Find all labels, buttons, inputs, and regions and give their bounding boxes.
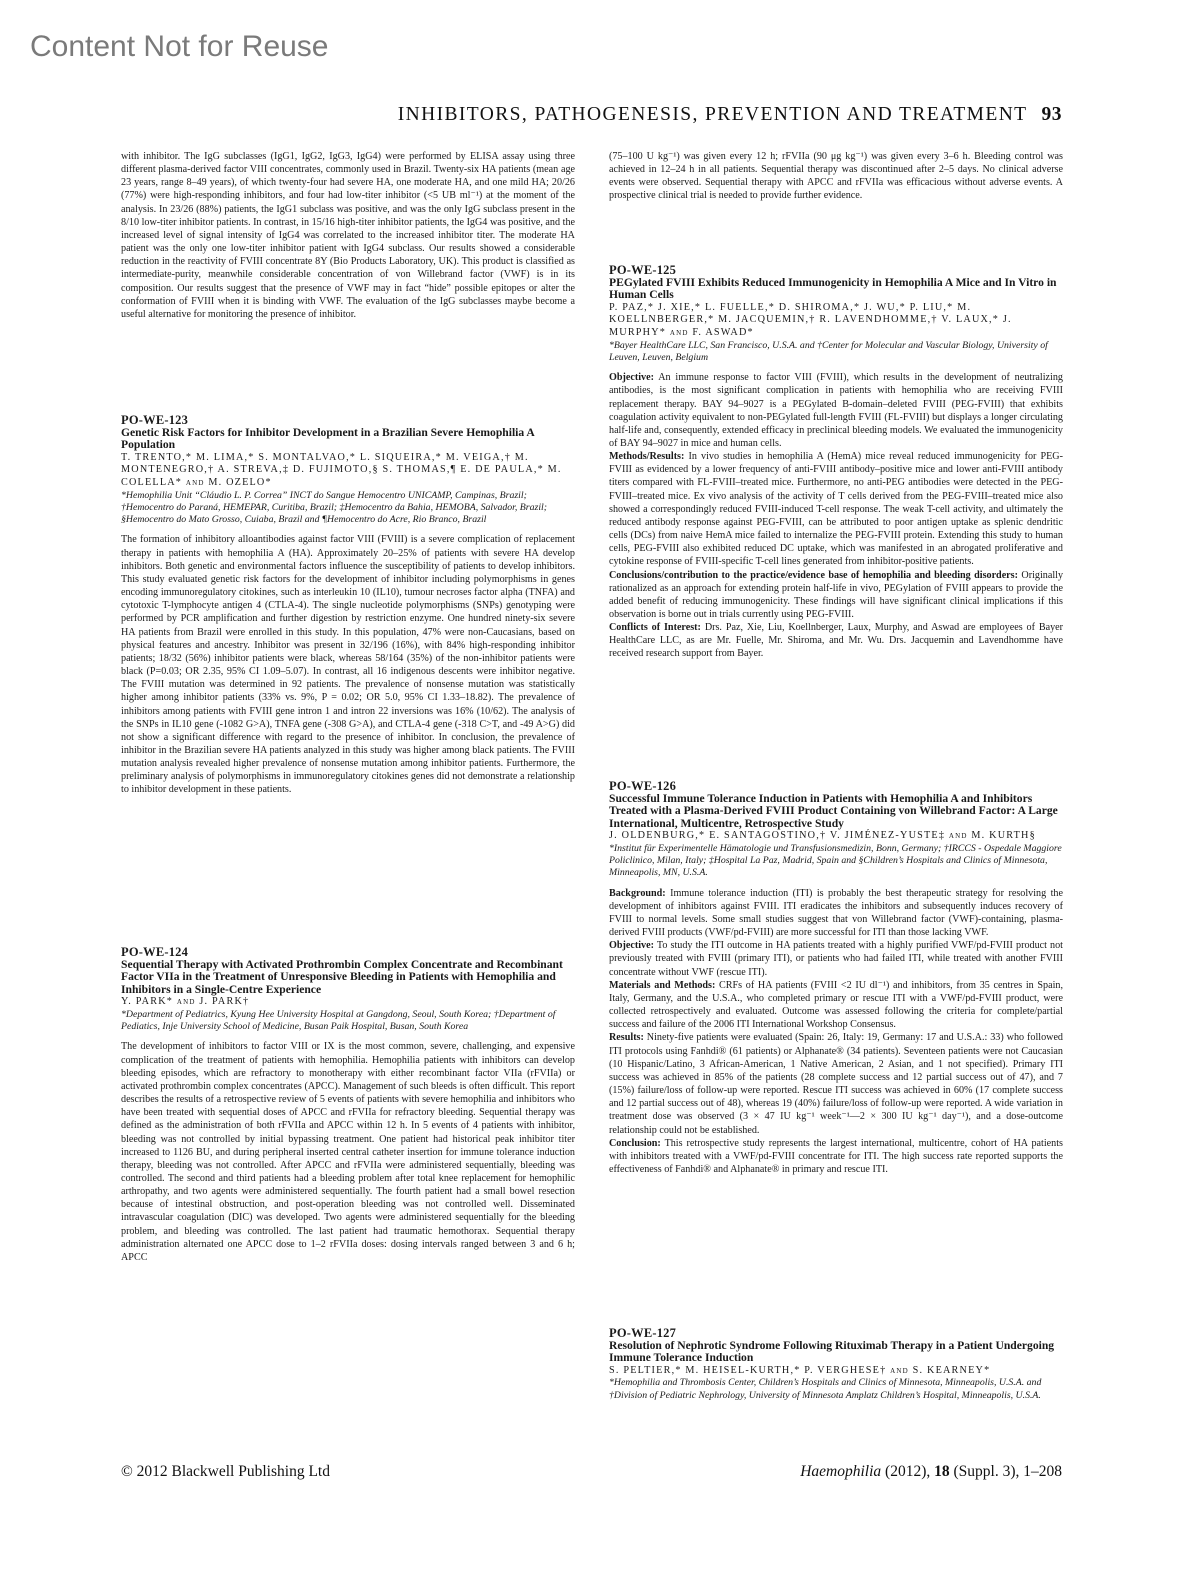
page-number: 93 <box>1041 104 1062 125</box>
abstract-id: PO-WE-127 <box>609 1326 677 1340</box>
abstract-section: Conclusion: This retrospective study represents the largest international, multicentre, cohort of HA patients with inhibitors treated with a VWF/pd-FVIII concentrate for ITI. The high success rate reported supports the effectiveness of Fanhdi® and Alphanate® in primary and rescue ITI. <box>609 1137 1063 1175</box>
abstract-title: Genetic Risk Factors for Inhibitor Development in a Brazilian Severe Hemophilia A Population <box>121 426 535 452</box>
abstract-affiliation: *Hemophilia Unit “Cláudio L. P. Correa” INCT do Sangue Hemocentro UNICAMP, Campinas, Brazil; †Hemocentro do Paraná, HEMEPAR, Curitiba, Brazil; ‡Hemocentro da Bahia, HEMOBA, Salvador, Brazil; §Hemocentro do Mato Grosso, Cuiaba, Brazil and ¶Hemocentro do Acre, Rio Branco, Brazil <box>121 489 548 526</box>
abstract-id: PO-WE-123 <box>121 413 189 427</box>
abstract-title: Successful Immune Tolerance Induction in Patients with Hemophilia A and Inhibitors Treated with a Plasma-Derived FVIII Product Containing von Willebrand Factor: A Large International, Multicentre, Retrospective Study <box>609 792 1058 830</box>
abstract-authors: S. PELTIER,* M. HEISEL-KURTH,* P. VERGHESE† and S. KEARNEY* <box>609 1364 991 1376</box>
abstract-section: Objective: An immune response to factor VIII (FVIII), which results in the development of neutralizing antibodies, is the most significant complication in patients with hemophilia who are receiving FVIII replacement therapy. BAY 94–9027 is a PEGylated B-domain–deleted FVIII (PEG-FVIII) that exhibits coagulation activity equivalent to non-PEGylated full-length FVIII (FL-FVIII) but displays a longer circulating half-life and, consequently, extended efficacy in preclinical bleeding models. We evaluated the immunogenicity of BAY 94–9027 in mice and human cells. <box>609 372 1063 449</box>
abstract-section: Materials and Methods: CRFs of HA patients (FVIII <2 IU dl⁻¹) and inhibitors, from 35 centres in Spain, Italy, Germany, and the U.S.A., who completed primary or rescue ITI with a VWF/pd-FVIII product, were collected retrospectively and evaluated. Outcome was assessed following the criteria for complete/partial success and failure of the 2006 ITI International Workshop Consensus. <box>609 979 1063 1031</box>
abstract-body: The development of inhibitors to factor VIII or IX is the most common, severe, challenging, and expensive complication of the treatment of patients with hemophilia. Hemophilia patients with inhibitors can develop bleeding episodes, which are refractory to monotherapy with either recombinant factor VIIa (rFVIIa) or activated prothrombin complex concentrates (APCC). Management of such bleeds is often difficult. This report describes the results of a retrospective review of 5 events of patients with severe hemophilia and inhibitors who have been treated with sequential doses of APCC and rFVIIa for refractory bleeding. Sequential therapy was defined as the administration of both rFVIIa and APCC within 12 h. In 5 events of 4 patients with inhibitor, bleeding was not controlled by initial bypassing treatment. One patient had historical peak inhibitor titer increased to 1126 BU, and during peripheral inserted central catheter insertion for immune tolerance induction therapy, bleeding was not controlled. After APCC and rFVIIa were administered sequentially, bleeding was controlled. The second and third patients had a bleeding problem after total knee replacement for hemophilic arthropathy, and two agents were administered sequentially. The fourth patient had a small bowel resection because of intestinal obstruction, and post-operation bleeding was not controlled well. Disseminated intravascular coagulation (DIC) was developed. Two agents were administered sequentially for the bleeding problem, and bleeding was controlled. The last patient had traumatic hemothorax. Sequential therapy administration alternated one APCC dose to 1–2 rFVIIa doses: dosing intervals ranged between 3 and 6 h; APCC <box>121 1041 575 1263</box>
abstract-authors: J. OLDENBURG,* E. SANTAGOSTINO,† V. JIMÉNEZ-YUSTE‡ and M. KURTH§ <box>609 830 1036 842</box>
abstract-section: Objective: To study the ITI outcome in HA patients treated with a highly purified VWF/pd-FVIII product not previously treated with FVIII (primary ITI), or patients who had failed ITI, while treated with another FVIII concentrate without VWF (rescue ITI). <box>609 940 1063 978</box>
abstract-section: Methods/Results: In vivo studies in hemophilia A (HemA) mice reveal reduced immunogenicity for PEG-FVIII as evidenced by a lower frequency of anti-FVIII antibody–positive mice and lower anti-FVIII antibody titers compared with FL-FVIII–treated mice. Furthermore, no anti-PEG antibodies were detected in the PEG-FVIII–treated mice. Ex vivo analysis of the activity of T cells derived from the PEG-FVIII–treated mice also showed a correspondingly reduced FVIII-induced T-cell response. The weak T-cell activity, and ultimately the reduced antibody response against PEG-FVIII, can be attributed to poor antigen uptake as splenic dendritic cells (DCs) from naive HemA mice failed to internalize the PEG-FVIII protein. Extending this study to human cells, PEG-FVIII also exhibited reduced DC uptake, which was manifested in an abrogated proliferative and cytokine response of FVIII-specific T-cell lines generated from inhibitor-positive patients. <box>609 451 1063 568</box>
footer-citation: Haemophilia (2012), 18 (Suppl. 3), 1–208 <box>800 1463 1062 1480</box>
running-head <box>398 104 1062 126</box>
abstract-affiliation: *Department of Pediatrics, Kyung Hee University Hospital at Gangdong, Seoul, South Korea; †Department of Pediatics, Inje University School of Medicine, Busan Paik Hospital, Busan, South Korea <box>121 1008 556 1033</box>
abstract-po-we-125 <box>609 263 1063 661</box>
abstract-po-we-123 <box>121 413 575 797</box>
abstract-title: Sequential Therapy with Activated Prothrombin Complex Concentrate and Recombinant Factor VIIa in the Treatment of Unresponsive Bleeding in Patients with Hemophilia and Inhibitors in a Single-Centre Experience <box>121 958 563 996</box>
abstract-title: PEGylated FVIII Exhibits Reduced Immunogenicity in Hemophilia A Mice and In Vitro in Human Cells <box>609 276 1057 302</box>
abstract-po-we-124 <box>121 945 575 1264</box>
watermark: Content Not for Reuse <box>30 30 329 63</box>
abstract-authors: P. PAZ,* J. XIE,* L. FUELLE,* D. SHIROMA,* J. WU,* P. LIU,* M. KOELLNBERGER,* M. JACQUEMIN,† R. LAVENDHOMME,† V. LAUX,* J. MURPHY* and F. ASWAD* <box>609 301 1012 338</box>
abstract-po-we-126 <box>609 779 1063 1176</box>
abstract-section: Background: Immune tolerance induction (ITI) is probably the best therapeutic strategy for resolving the development of inhibitors against FVIII. ITI eradicates the inhibitors and subsequently induces recovery of FVIII to normal levels. Some small studies suggest that von Willebrand factor (VWF)-containing, plasma-derived FVIII products (VWF/pd-FVIII) are more successful for ITI than those lacking VWF. <box>609 887 1063 939</box>
abstract-affiliation: *Hemophilia and Thrombosis Center, Children’s Hospitals and Clinics of Minnesota, Minneapolis, U.S.A. and †Division of Pediatric Nephrology, University of Minnesota Amplatz Children’s Hospital, Minneapolis, U.S.A. <box>609 1377 1042 1401</box>
abstract-affiliation: *Institut für Experimentelle Hämatologie und Transfusionsmedizin, Bonn, Germany; †IRCCS - Ospedale Maggiore Policlinico, Milan, Italy; ‡Hospital La Paz, Madrid, Spain and §Children’s Hospitals and Clinics of Minnesota, Minneapolis, MN, U.S.A. <box>609 842 1062 879</box>
abstract-id: PO-WE-126 <box>609 779 677 793</box>
running-head-title: INHIBITORS, PATHOGENESIS, PREVENTION AND TREATMENT <box>397 104 1028 125</box>
abstract-title: Resolution of Nephrotic Syndrome Following Rituximab Therapy in a Patient Undergoing Immune Tolerance Induction <box>609 1339 1055 1365</box>
abstract-id: PO-WE-124 <box>121 945 189 959</box>
abstract-authors: Y. PARK* and J. PARK† <box>121 996 250 1008</box>
abstract-section: Conclusions/contribution to the practice/evidence base of hemophilia and bleeding disorders: Originally rationalized as an approach for extending protein half-life in vivo, PEGylation of FVIII appears to provide the added benefit of reducing immunogenicity. These findings will have significant clinical implications if this observation is borne out in trials currently using PEG-FVIII. <box>609 569 1064 620</box>
abstract-section: Results: Ninety-five patients were evaluated (Spain: 26, Italy: 19, Germany: 17 and U.S.A.: 33) who followed ITI protocols using Fanhdi® (61 patients) or Alphanate® (34 patients). Seventeen patients were not Caucasian (10 Hispanic/Latino, 3 African-American, 1 Native American, 2 Asian, and 1 not specified). Primary ITI success was achieved in 85% of the patients (28 complete success and 12 partial success out of 47), and 7 (15%) failure/loss of follow-up were reported. Rescue ITI success was achieved in 60% (17 complete success and 12 partial success out of 48), whereas 19 (40%) failure/loss of follow-up were reported. A wide variation in treatment dose was observed (3 × 47 IU kg⁻¹ week⁻¹—2 × 300 IU kg⁻¹ day⁻¹), and a dose-outcome relationship could not be established. <box>609 1032 1063 1136</box>
continuation-text-right: (75–100 U kg⁻¹) was given every 12 h; rFVIIa (90 μg kg⁻¹) was given every 3–6 h. Bleeding control was achieved in 12–24 h in all patients. Sequential therapy was discontinued after 2–5 days. No clinical adverse events were observed. Sequential therapy with APCC and rFVIIa was efficacious without adverse events. A prospective clinical trial is needed to provide further evidence. <box>609 151 1063 202</box>
abstract-authors: T. TRENTO,* M. LIMA,* S. MONTALVAO,* L. SIQUEIRA,* M. VEIGA,† M. MONTENEGRO,† A. STREVA,‡ D. FUJIMOTO,§ S. THOMAS,¶ E. DE PAULA,* M. COLELLA* and M. OZELO* <box>121 451 562 488</box>
abstract-po-we-127 <box>609 1326 1063 1409</box>
footer-copyright: © 2012 Blackwell Publishing Ltd <box>121 1463 330 1480</box>
abstract-id: PO-WE-125 <box>609 263 677 277</box>
continuation-text-left: with inhibitor. The IgG subclasses (IgG1, IgG2, IgG3, IgG4) were performed by ELISA assay using three different plasma-derived factor VIII concentrates, commonly used in Brazil. Twenty-six HA patients (mean age 23 years, range 8–49 years), of which twenty-four had severe HA, one moderate HA, and one mild HA; 20/26 (77%) were high-responding inhibitors, and four had low-titer inhibitor (<5 UB ml⁻¹) at the moment of the analysis. In 23/26 (88%) patients, the IgG1 subclass was positive, and was the only IgG subclass present in the 8/10 low-titer inhibitor patients. In contrast, in 15/16 high-titer inhibitor patients, the IgG4 was positive, and the increased level of signal intensity of IgG4 was correlated to the increased inhibitor titer. The moderate HA patient was the only one low-titer inhibitor patient with IgG4 subclass. Our results showed a considerable reduction in the reactivity of FVIII concentrate 8Y (Bio Products Laboratory, UK). This product is classified as intermediate-purity, meanwhile considerable concentration of von Willebrand factor (VWF) is in its composition. Our results suggest that the presence of VWF may in fact “hide” possible epitopes or alter the conformation of FVIII when it is binding with VWF. The evaluation of the IgG subclasses maybe become a useful alternative for monitoring the presence of inhibitor. <box>121 151 575 320</box>
abstract-body: The formation of inhibitory alloantibodies against factor VIII (FVIII) is a severe complication of replacement therapy in patients with hemophilia A (HA). Approximately 20–25% of patients with severe HA develop inhibitors. Both genetic and environmental factors influence the susceptibility of patients to develop inhibitors. This study evaluated genetic risk factors for the development of inhibitor including polymorphisms in genes encoding immunoregulatory citokines, such as interleukin 10 (IL10), tumour necroses factor alpha (TNFA) and cytotoxic T-lymphocyte antigen 4 (CTLA-4). The single nucleotide polymorphisms (SNPs) genotyping were performed by PCR amplification and further digestion by restriction enzyme. One hundred ninety-six severe HA patients from Brazil were enrolled in this study. In this population, 47% were non-Caucasians, based on physical features and ancestry. Inhibitor was present in 32/196 (16%), with 84% high-responding inhibitor patients; 18/32 (56%) inhibitor patients were black, whereas 58/164 (35%) of the non-inhibitor patients were black (P=0.03; OR 2.35, 95% CI 1.09–5.07). In contrast, all 16 indigenous descents were inhibitor negative. The FVIII mutation was determined in 92 patients. The prevalence of nonsense mutation was statistically higher among inhibitor patients (33% vs. 9%, P = 0.02; OR 5.0, 95% CI 1.33–18.82). The prevalence of inhibitors among patients with FVIII gene intron 1 and intron 22 inversions was 16% (10/62). The analysis of the SNPs in IL10 gene (-1082 G>A), TNFA gene (-308 G>A), and CTLA-4 gene (-318 C>T, and -49 A>G) did not show a significant difference with regard to the presence of inhibitor. In conclusion, the prevalence of inhibitor in the Brazilian severe HA patients analyzed in this study was higher among black patients. The FVIII mutation analysis revealed higher prevalence of nonsense mutation among inhibitor patients. Furthermore, the preliminary analysis of polymorphisms in immunoregulatory citokines genes did not demonstrate a relationship to inhibitor development in these patients. <box>121 534 575 796</box>
abstract-affiliation: *Bayer HealthCare LLC, San Francisco, U.S.A. and †Center for Molecular and Vascular Biology, University of Leuven, Leuven, Belgium <box>609 339 1048 363</box>
abstract-section: Conflicts of Interest: Drs. Paz, Xie, Liu, Koellnberger, Laux, Murphy, and Aswad are employees of Bayer HealthCare LLC, as are Mr. Fuelle, Mr. Shiroma, and Mr. Wu. Drs. Jacquemin and Lavendhomme have received research support from Bayer. <box>609 622 1064 660</box>
